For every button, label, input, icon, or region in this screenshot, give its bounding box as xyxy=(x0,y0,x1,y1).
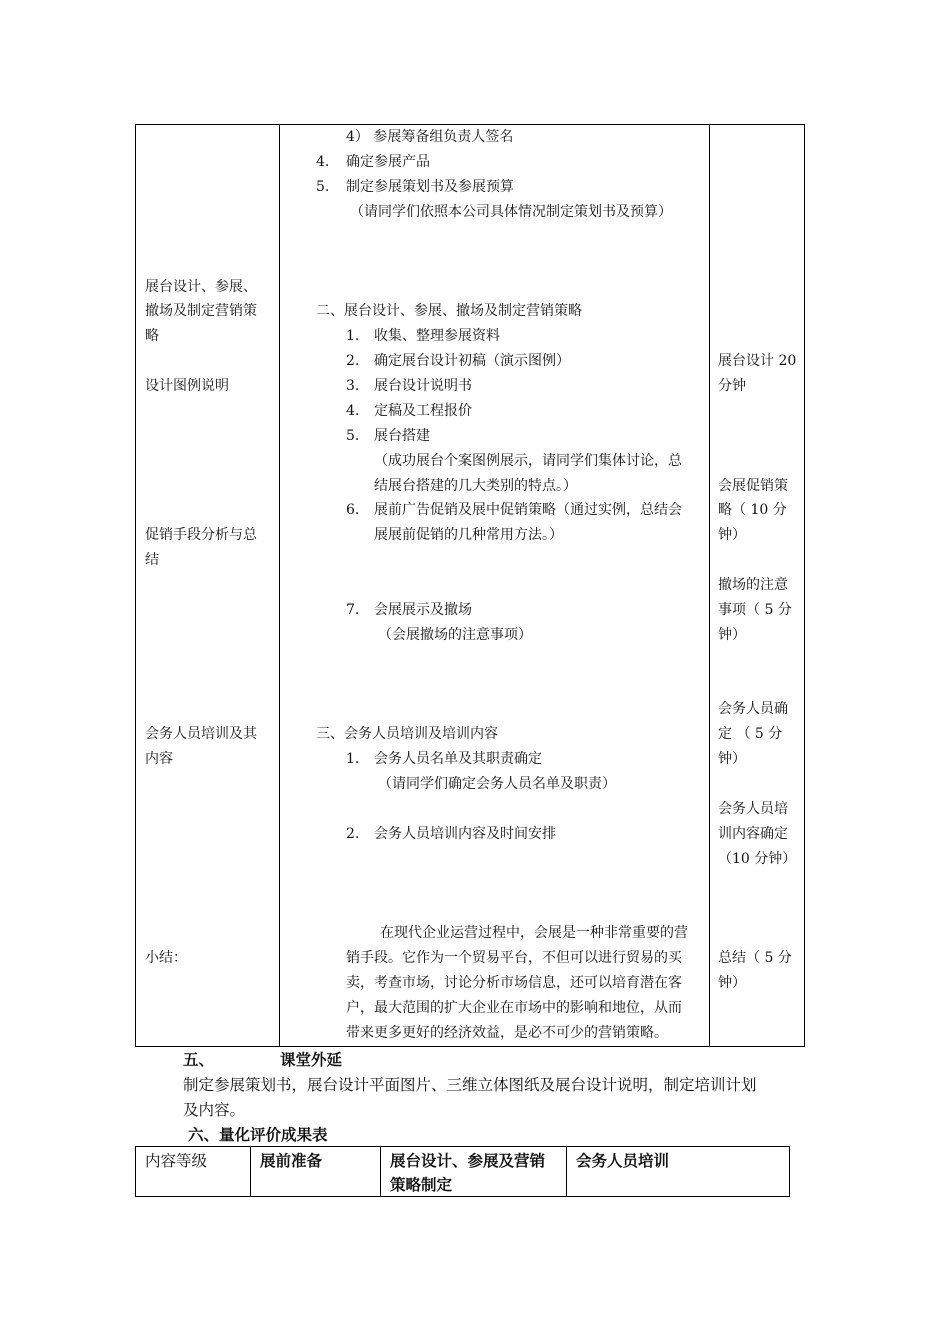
time-summary-line2: 钟） xyxy=(718,975,746,991)
col1-item1-line1: 展台设计、参展、 xyxy=(145,279,257,295)
time-withdraw-line2: 事项（ 5 分 xyxy=(718,602,792,618)
eval-header-design-line2: 策略制定 xyxy=(390,1175,453,1194)
col1-item4-line1: 会务人员培训及其 xyxy=(145,726,257,742)
eval-border-c2 xyxy=(250,1146,251,1197)
table-border-right xyxy=(804,124,805,1047)
s2-item5-note-line2: 结展台搭建的几大类别的特点。） xyxy=(374,478,577,494)
s2-item3: 展台设计说明书 xyxy=(374,378,472,394)
s2-item6-line2: 展展前促销的几种常用方法。） xyxy=(374,527,563,543)
section6-title: 六、量化评价成果表 xyxy=(188,1125,328,1144)
eval-header-design-line1: 展台设计、参展及营销 xyxy=(390,1151,546,1170)
time-promo-line3: 钟） xyxy=(718,527,746,543)
s2-item7: 会展展示及撤场 xyxy=(374,602,472,618)
section-two-heading: 二、展台设计、参展、撤场及制定营销策略 xyxy=(316,303,582,319)
s2-item5-note-line1: （成功展台个案图例展示，请同学们集体讨论，总 xyxy=(374,453,682,469)
col1-item5: 小结： xyxy=(145,950,187,966)
time-withdraw-line3: 钟） xyxy=(718,627,746,643)
summary-line5: 带来更多更好的经济效益，是必不可少的营销策略。 xyxy=(346,1025,668,1041)
table-border-top xyxy=(135,124,805,125)
summary-line4: 户，最大范围的扩大企业在市场中的影响和地位，从而 xyxy=(346,1000,682,1016)
section-three-heading: 三、会务人员培训及培训内容 xyxy=(316,726,498,742)
s3-item2: 会务人员培训内容及时间安排 xyxy=(374,826,556,842)
time-training-line3: （10 分钟） xyxy=(718,851,797,867)
time-staff-line3: 钟） xyxy=(718,751,746,767)
eval-border-left xyxy=(135,1146,136,1197)
s2-item5-num: 5. xyxy=(346,428,360,444)
table-border-bottom xyxy=(135,1046,805,1047)
section5-number: 五、 xyxy=(183,1050,215,1069)
table-border-left xyxy=(135,124,136,1047)
col1-item1-line2: 撤场及制定营销策 xyxy=(145,303,257,319)
col2-line2: 确定参展产品 xyxy=(346,154,430,170)
time-staff-line1: 会务人员确 xyxy=(718,701,788,717)
time-staff-line2: 定 （ 5 分 xyxy=(718,726,783,742)
eval-border-top xyxy=(135,1146,790,1147)
s2-item2-num: 2. xyxy=(346,353,360,369)
s2-item1: 收集、整理参展资料 xyxy=(374,328,500,344)
time-design-line2: 分钟 xyxy=(718,378,746,394)
col2-line3-num: 5. xyxy=(316,179,330,195)
eval-header-content-level: 内容等级 xyxy=(145,1152,208,1170)
s2-item7-num: 7. xyxy=(346,602,360,618)
s2-item6-num: 6. xyxy=(346,502,360,518)
s2-item1-num: 1. xyxy=(346,328,360,344)
table-border-col3 xyxy=(709,124,710,1047)
eval-border-c3 xyxy=(380,1146,381,1197)
time-summary-line1: 总结（ 5 分 xyxy=(718,950,792,966)
col2-line1: 4） 参展筹备组负责人签名 xyxy=(346,129,514,145)
eval-border-c4 xyxy=(566,1146,567,1197)
section5-text-line1: 制定参展策划书，展台设计平面图片、三维立体图纸及展台设计说明，制定培训计划 xyxy=(183,1076,757,1094)
col1-item3-line2: 结 xyxy=(145,552,159,568)
s3-item2-num: 2. xyxy=(346,826,360,842)
s2-item5: 展台搭建 xyxy=(374,428,430,444)
s3-item1-note: （请同学们确定会务人员名单及职责） xyxy=(378,776,616,792)
time-training-line1: 会务人员培 xyxy=(718,801,788,817)
eval-header-preparation: 展前准备 xyxy=(260,1151,323,1170)
eval-border-right xyxy=(789,1146,790,1197)
section5-title: 课堂外延 xyxy=(280,1050,343,1069)
summary-line2: 销手段。它作为一个贸易平台，不但可以进行贸易的买 xyxy=(346,950,682,966)
col2-line2-num: 4. xyxy=(316,154,330,170)
s3-item1: 会务人员名单及其职责确定 xyxy=(374,751,542,767)
col1-item4-line2: 内容 xyxy=(145,751,173,767)
s2-item7-note: （会展撤场的注意事项） xyxy=(378,627,532,643)
time-training-line2: 训内容确定 xyxy=(718,826,788,842)
eval-header-staff-training: 会务人员培训 xyxy=(576,1151,670,1170)
time-withdraw-line1: 撤场的注意 xyxy=(718,577,788,593)
s2-item3-num: 3. xyxy=(346,378,360,394)
s2-item4: 定稿及工程报价 xyxy=(374,403,472,419)
col2-line4: （请同学们依照本公司具体情况制定策划书及预算） xyxy=(350,204,672,220)
time-promo-line2: 略（ 10 分 xyxy=(718,502,787,518)
col1-item3-line1: 促销手段分析与总 xyxy=(145,527,257,543)
summary-line1: 在现代企业运营过程中，会展是一种非常重要的营 xyxy=(380,925,688,941)
s2-item4-num: 4. xyxy=(346,403,360,419)
time-design-line1: 展台设计 20 xyxy=(718,353,797,369)
time-promo-line1: 会展促销策 xyxy=(718,478,788,494)
s2-item6-line1: 展前广告促销及展中促销策略（通过实例，总结会 xyxy=(374,502,682,518)
col1-item2: 设计图例说明 xyxy=(145,378,229,394)
col1-item1-line3: 略 xyxy=(145,328,159,344)
table-border-col2 xyxy=(279,124,280,1047)
s2-item2: 确定展台设计初稿（演示图例） xyxy=(374,353,570,369)
section5-text-line2: 及内容。 xyxy=(183,1101,246,1119)
s3-item1-num: 1. xyxy=(346,751,360,767)
eval-border-bottom xyxy=(135,1196,790,1197)
col2-line3: 制定参展策划书及参展预算 xyxy=(346,179,514,195)
summary-line3: 卖，考查市场，讨论分析市场信息，还可以培育潜在客 xyxy=(346,975,682,991)
